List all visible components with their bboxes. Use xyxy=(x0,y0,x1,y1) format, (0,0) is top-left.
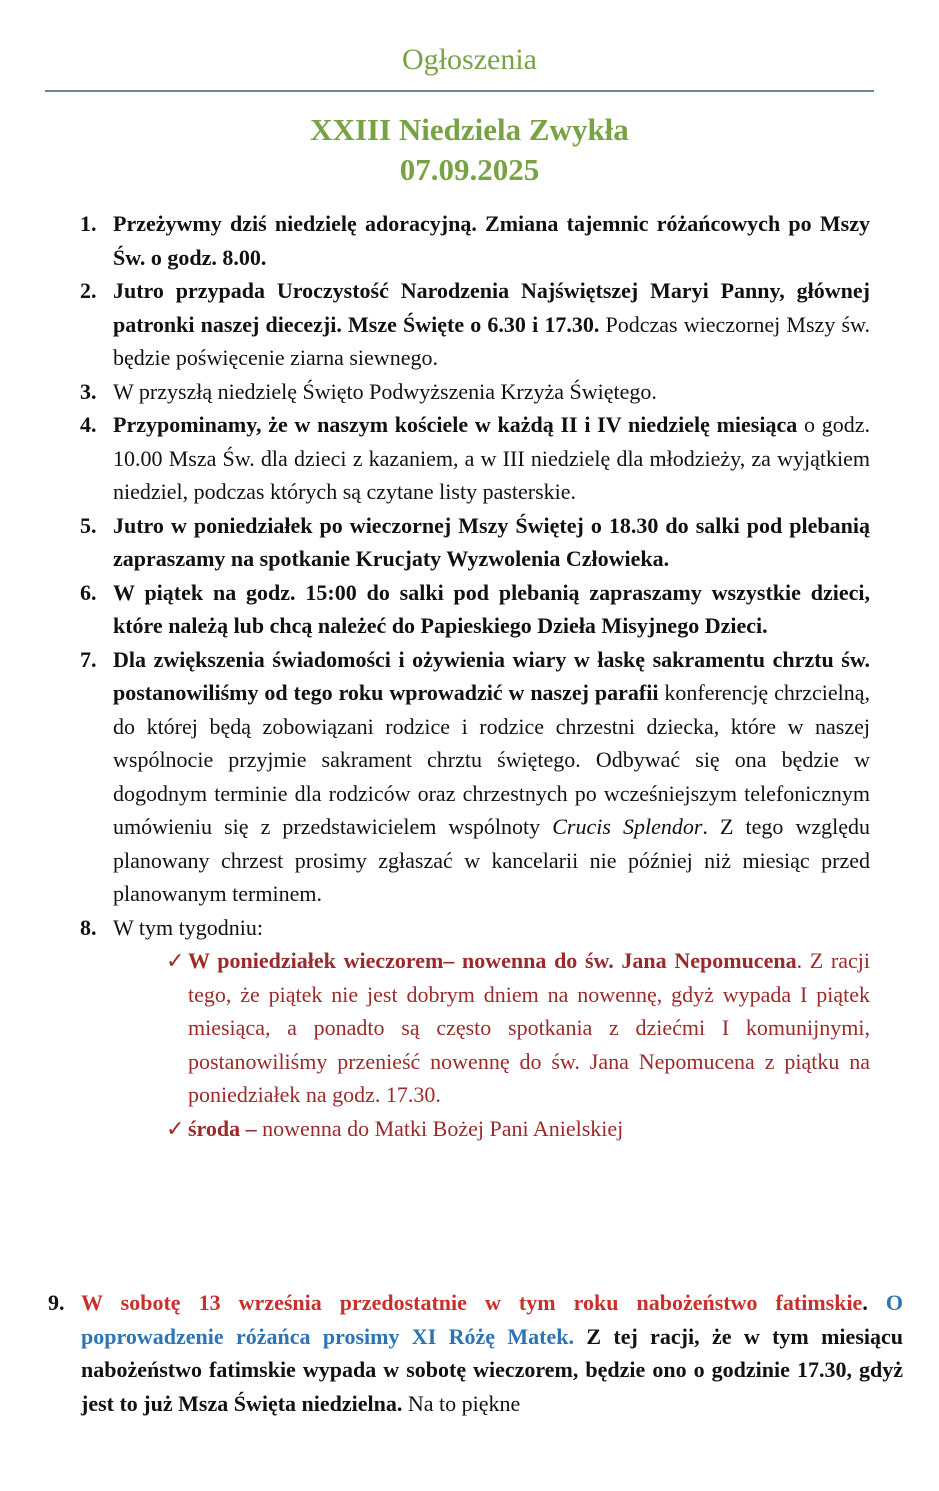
announcement-item-4 xyxy=(80,408,870,509)
item-number: 4. xyxy=(80,412,97,437)
announcement-item-9 xyxy=(48,1286,903,1420)
item-number: 7. xyxy=(80,646,97,672)
item-text-end: . Z tego względu planowany chrzest prosimy zgłaszać w kancelarii nie później niż miesiąc przed planowanym terminem. xyxy=(113,814,870,906)
announcement-date: 07.09.2025 xyxy=(399,152,540,187)
weekly-text: . Z racji tego, że piątek nie jest dobrym dniem na nowennę, gdyż wypada I piątek miesiąca, a ponadto są często spotkania z dziećmi I komunijnymi, postanowiliśmy przenieść nowennę do św. Jana Nepomucena z piątku na poniedziałek na godz. 17.30. xyxy=(188,948,870,1107)
item-number: 8. xyxy=(80,914,97,940)
weekly-item-wednesday xyxy=(166,1112,870,1146)
item-number: 1. xyxy=(80,211,97,236)
item-bold-text: Przypominamy, że w naszym kościele w każdą II i IV niedzielę miesiąca xyxy=(113,412,798,437)
sunday-name: XXIII Niedziela Zwykła xyxy=(310,112,629,147)
announcements-list xyxy=(80,207,870,1145)
item-bold-text: Przeżywmy dziś niedzielę adoracyjną. Zmiana tajemnic różańcowych po Mszy Św. o godz. 8.00. xyxy=(113,211,870,270)
announcement-item-8 xyxy=(80,911,870,1146)
period: . xyxy=(862,1290,868,1315)
liturgical-heading xyxy=(0,110,939,190)
checkmark-icon: ✓ xyxy=(166,1115,185,1141)
weekly-bold-text: W poniedziałek wieczorem– nowenna do św. Jana Nepomucena xyxy=(188,948,797,973)
item-number: 6. xyxy=(80,579,97,605)
fatima-service-text: W sobotę 13 września przedostatnie w tym roku nabożeństwo fatimskie xyxy=(81,1290,863,1315)
announcement-item-7 xyxy=(80,643,870,911)
announcement-item-5 xyxy=(80,509,870,576)
item-bold-text: Z tej racji, że w tym miesiącu nabożeństwo fatimskie wypada w sobotę wieczorem, będzie ono o godzinie 17.30, gdyż jest to już Msza Święta niedzielna. xyxy=(81,1323,903,1416)
item-number: 5. xyxy=(80,512,97,538)
item-text: o godz. 10.00 Msza Św. dla dzieci z kazaniem, a w III niedzielę dla młodzieży, za wyjątkiem niedziel, podczas których są czytane listy pasterskie. xyxy=(113,412,871,504)
announcement-item-1 xyxy=(80,207,870,274)
item-bold-text: W piątek na godz. 15:00 do salki pod plebanią zapraszamy wszystkie dzieci, które należą lub chcą należeć do Papieskiego Dzieła Misyjnego Dzieci. xyxy=(113,579,870,638)
rosary-group-text: O poprowadzenie różańca prosimy XI Różę Matek. xyxy=(81,1290,904,1349)
section-title: Ogłoszenia xyxy=(402,43,537,76)
item-number: 3. xyxy=(80,378,97,404)
item-bold-text: Jutro przypada Uroczystość Narodzenia Najświętszej Maryi Panny, głównej patronki naszej diecezji. Msze Święte o 6.30 i 17.30. xyxy=(113,278,870,337)
weekly-schedule xyxy=(113,944,870,1145)
item-text: W tym tygodniu: xyxy=(113,914,263,940)
weekly-item-monday xyxy=(166,944,870,1112)
item-text: W przyszłą niedzielę Święto Podwyższenia Krzyża Świętego. xyxy=(113,378,657,404)
item-bold-text: Dla zwiększenia świadomości i ożywienia wiary w łaskę sakramentu chrztu św. postanowiliśmy od tego roku wprowadzić w naszej parafii xyxy=(113,646,870,705)
item-text: Na to piękne xyxy=(402,1390,521,1416)
announcement-item-2 xyxy=(80,274,870,375)
item-text: konferencję chrzcielną, do której będą zobowiązani rodzice i rodzice chrzestni dziecka, które w naszej wspólnocie przyjmie sakrament chrztu świętego. Odbywać się ona będzie w dogodnym terminie dla rodziców oraz chrzestnych po wcześniejszym telefonicznym umówieniu się z przedstawicielem wspólnoty xyxy=(113,680,870,839)
weekly-text: nowenna do Matki Bożej Pani Anielskiej xyxy=(256,1115,624,1141)
item-bold-text: Jutro w poniedziałek po wieczornej Mszy Świętej o 18.30 do salki pod plebanią zapraszamy na spotkanie Krucjaty Wyzwolenia Człowieka. xyxy=(113,512,870,571)
community-name: Crucis Splendor xyxy=(552,814,703,839)
item-text: Podczas wieczornej Mszy św. będzie poświęcenie ziarna siewnego. xyxy=(113,311,870,370)
header-divider xyxy=(45,90,874,92)
weekly-bold-text: środa – xyxy=(188,1115,257,1141)
announcement-item-3 xyxy=(80,375,870,409)
announcement-item-6 xyxy=(80,576,870,643)
item-number: 2. xyxy=(80,278,97,303)
checkmark-icon: ✓ xyxy=(166,948,185,973)
item-number: 9. xyxy=(48,1290,65,1315)
